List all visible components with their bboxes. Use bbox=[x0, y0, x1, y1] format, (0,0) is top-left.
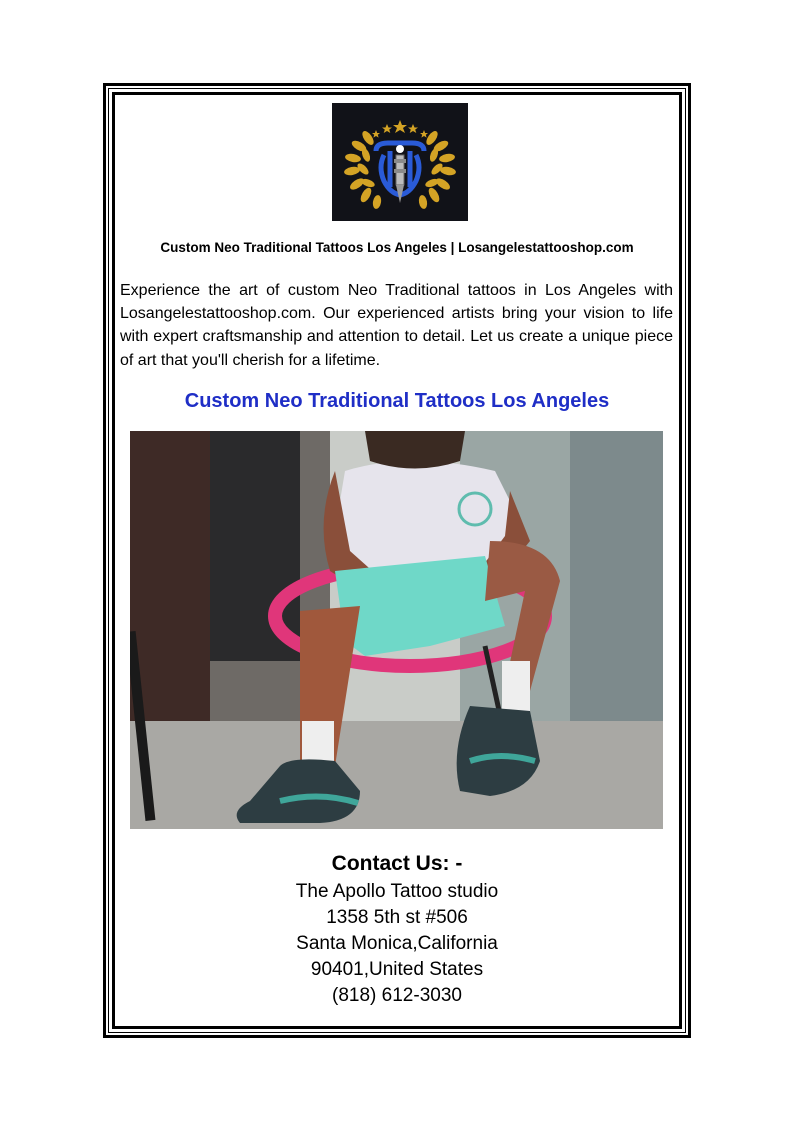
tattooed-man-photo-icon bbox=[130, 431, 663, 829]
contact-city-state: Santa Monica,California bbox=[296, 933, 498, 954]
document-title: Custom Neo Traditional Tattoos Los Angeles | Losangelestattooshop.com bbox=[160, 240, 634, 255]
contact-street: 1358 5th st #506 bbox=[326, 907, 468, 928]
laurel-wreath-logo-icon bbox=[332, 103, 468, 221]
contact-address bbox=[120, 879, 674, 1009]
contact-studio-name: The Apollo Tattoo studio bbox=[295, 881, 499, 902]
contact-heading: Contact Us: - bbox=[331, 852, 463, 875]
section-heading: Custom Neo Traditional Tattoos Los Angeles bbox=[184, 390, 610, 412]
contact-zip-country: 90401,United States bbox=[310, 959, 484, 980]
intro-paragraph: Experience the art of custom Neo Traditional tattoos in Los Angeles with Losangelestattooshop.com. Our experienced artists bring your vision to life with expert craftsmanship and attention to detail. Let us create a unique piece of art that you'll cherish for a lifetime. bbox=[120, 282, 673, 369]
contact-phone: (818) 612-3030 bbox=[332, 985, 462, 1006]
